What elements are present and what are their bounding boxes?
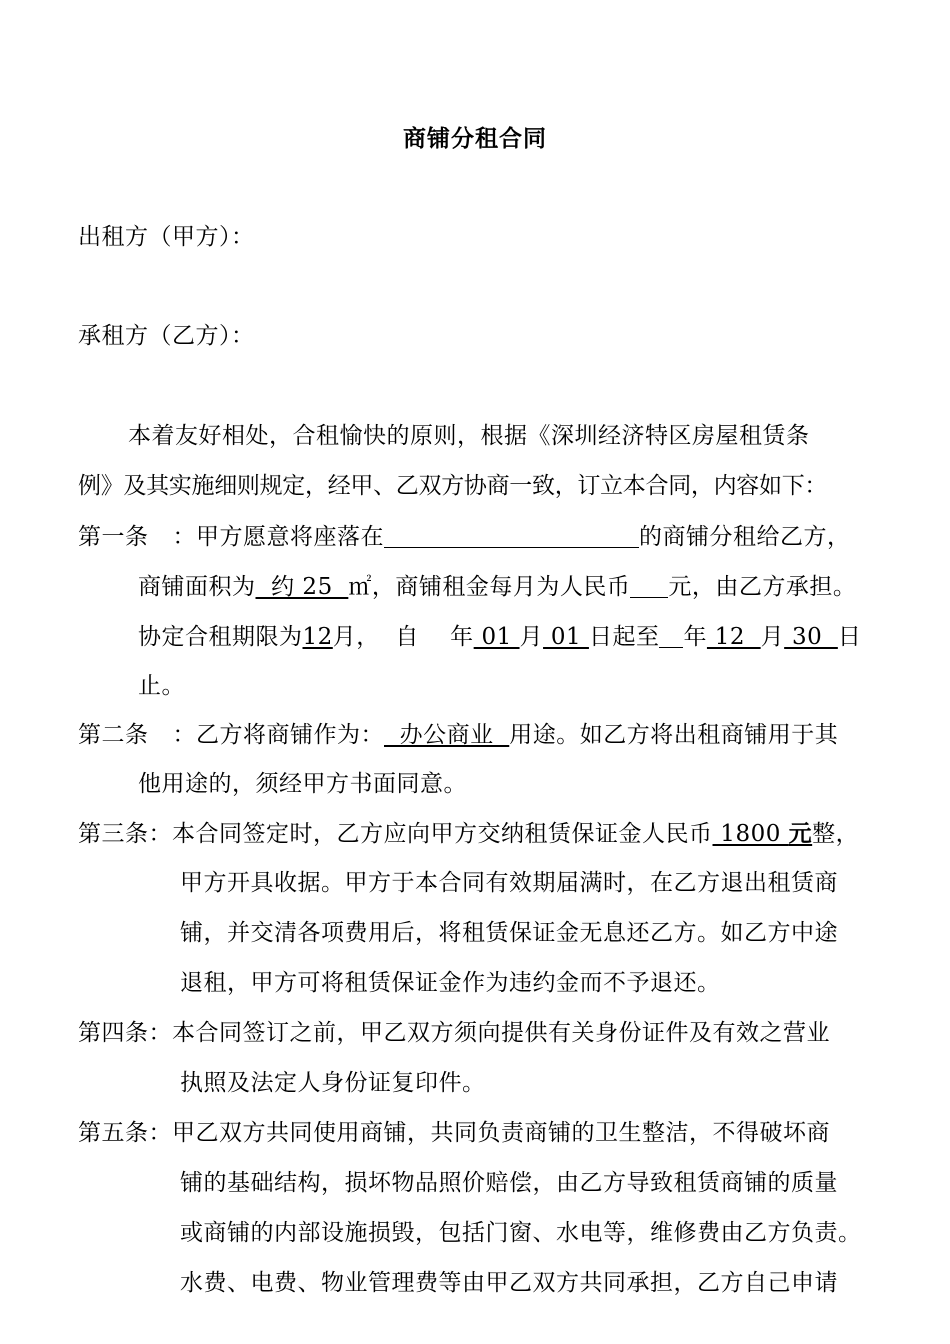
article-3-line-4: 退租，甲方可将租赁保证金作为违约金而不予退还。 [180,970,721,996]
party-b-line: 承租方（乙方）： [78,323,255,349]
deposit-value: 1800 [712,821,789,847]
document-title: 商铺分租合同 [403,125,547,152]
month-label-2: 月 [760,624,785,650]
end-month: 12 [706,624,761,650]
article-5-line-2: 铺的基础结构，损坏物品照价赔偿，由乙方导致租赁商铺的质量 [180,1170,838,1196]
article-5-line-3: 或商铺的内部设施损毁，包括门窗、水电等，维修费由乙方负责。 [180,1220,862,1246]
article-1-line-3 [138,625,861,649]
end-year-blank [659,625,683,648]
start-month: 01 [473,624,520,650]
article-4-line-1: 第四条：本合同签订之前，甲乙双方须向提供有关身份证件及有效之营业 [78,1020,830,1046]
article-2-line-2: 他用途的，须经甲方书面同意。 [138,771,467,797]
article-1-line-4: 止。 [138,673,185,699]
rent-blank [630,575,668,598]
article-5-line-4: 水费、电费、物业管理费等由甲乙双方共同承担，乙方自己申请 [180,1270,838,1296]
term-months: 12 [302,624,333,650]
article-3-line-2: 甲方开具收据。甲方于本合同有效期届满时，在乙方退出租赁商 [180,870,838,896]
day-label: 日 [837,624,862,650]
article-3-line-3: 铺，并交清各项费用后，将租赁保证金无息还乙方。如乙方中途 [180,920,838,946]
month-label: 月 [519,624,544,650]
rent-label: ㎡，商铺租金每月为人民币 [348,574,631,600]
article-3-line-1 [78,822,859,846]
from-label: 月， 自 年 [332,624,474,650]
end-day: 30 [784,624,838,650]
until-label: 日起至 [588,624,660,650]
usage-tail: 用途。如乙方将出租商铺用于其 [509,722,839,748]
article-4-line-2: 执照及法定人身份证复印件。 [180,1070,486,1096]
party-a-line: 出租方（甲方）： [78,224,255,250]
article-1-text-2: 的商铺分租给乙方， [639,524,851,550]
usage-label: ：乙方将商铺作为： [172,722,384,748]
article-1-line-1 [78,525,851,549]
term-label: 协定合租期限为 [138,624,303,650]
article-2-label: 第二条 [78,722,149,748]
usage-value: 办公商业 [384,722,510,748]
preamble-line-2: 例》及其实施细则规定，经甲、乙双方协商一致，订立本合同，内容如下： [78,473,828,499]
area-label: 商铺面积为 [138,574,256,600]
article-1-text: ：甲方愿意将座落在 [172,524,384,550]
year-label: 年 [683,624,707,650]
location-blank [384,525,639,548]
start-day: 01 [543,624,589,650]
deposit-label: 第三条：本合同签定时，乙方应向甲方交纳租赁保证金人民币 [78,821,713,847]
area-value: 约 25 [255,574,349,600]
article-1-line-2 [138,575,856,599]
article-5-line-1: 第五条：甲乙双方共同使用商铺，共同负责商铺的卫生整洁，不得破坏商 [78,1120,830,1146]
deposit-unit: 元 [788,820,813,847]
preamble-line-1: 本着友好相处，合租愉快的原则，根据《深圳经济特区房屋租赁条 [128,423,810,449]
rent-tail: 元，由乙方承担。 [668,574,857,600]
deposit-tail: 整， [812,821,860,847]
article-1-label: 第一条 [78,524,149,550]
article-2-line-1 [78,724,838,747]
